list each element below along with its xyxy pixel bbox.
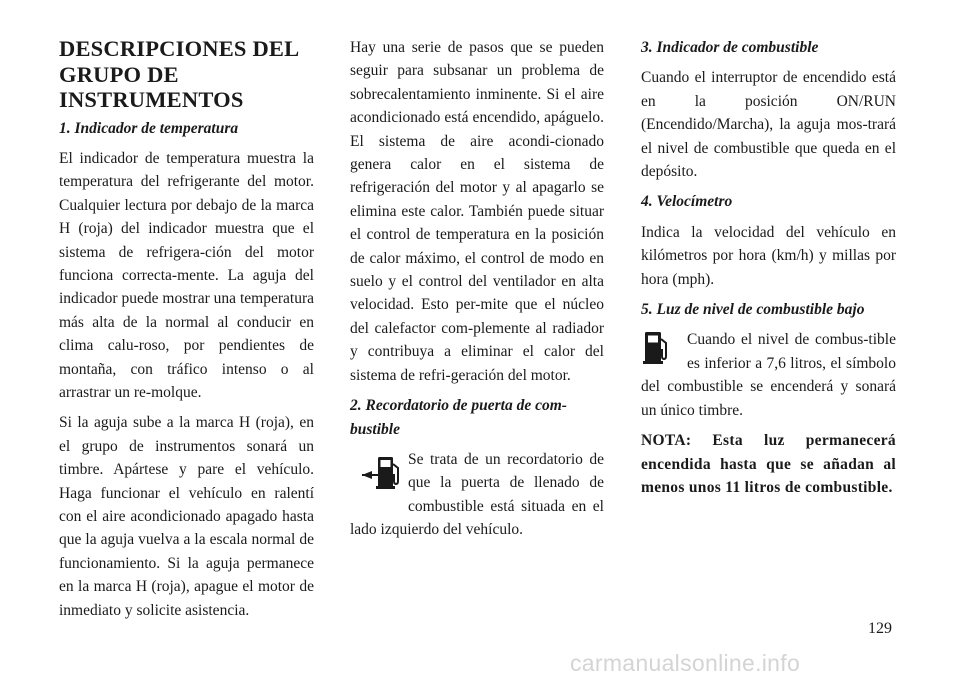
page-title: DESCRIPCIONES DEL GRUPO DE INSTRUMENTOS bbox=[59, 36, 299, 112]
fuel-door-heading: 2. Recordatorio de puerta de com-bustible bbox=[350, 397, 567, 438]
column-1 bbox=[59, 36, 314, 629]
low-fuel-block bbox=[641, 328, 896, 422]
low-fuel-note: NOTA: Esta luz permanecerá encendida hasta que se añadan al menos unos 11 litros de combustible. bbox=[641, 432, 896, 496]
fuel-door-icon bbox=[350, 448, 408, 502]
temperature-paragraph-2: Si la aguja sube a la marca H (roja), en el grupo de instrumentos sonará un timbre. Apártese y pare el vehículo. Haga funcionar el vehículo en ralentí con el aire acondicionado apagado hasta que la aguja vuelva a la escala normal de funcionamiento. Si la aguja permanece en la marca H (roja), apague el motor de inmediato y solicite asistencia. bbox=[59, 414, 314, 619]
fuel-door-text: Se trata de un recordatorio de que la puerta de llenado de combustible está situada en el lado izquierdo del vehículo. bbox=[350, 450, 604, 539]
temperature-paragraph-3: Hay una serie de pasos que se pueden seguir para subsanar un problema de sobrecalentamiento inminente. Si el aire acondicionado está encendido, apáguelo. El sistema de aire acondi-cionado genera calor en el sistema de refrigeración del motor y al apagarlo se elimina este calor. También puede situar el control de temperatura en la posición de calor máximo, el control de modo en suelo y el control del ventilador en alta velocidad. Esto per-mite que el núcleo del calefactor com-plemente al radiador y contribuya a eliminar el calor del sistema de refri-geración del motor. bbox=[350, 39, 604, 384]
page-number: 129 bbox=[868, 620, 892, 637]
fuel-door-block bbox=[350, 448, 604, 542]
speedometer-heading: 4. Velocímetro bbox=[641, 193, 733, 211]
fuel-pump-icon bbox=[641, 328, 687, 374]
fuel-gauge-text: Cuando el interruptor de encendido está en la posición ON/RUN (Encendido/Marcha), la aguja mos-trará el nivel de combustible que queda en el depósito. bbox=[641, 69, 896, 181]
fuel-gauge-heading: 3. Indicador de combustible bbox=[641, 39, 819, 56]
temperature-paragraph-1: El indicador de temperatura muestra la temperatura del refrigerante del motor. Cualquier lectura por debajo de la marca H (roja) del indicador muestra que el sistema de refrigera-ción del motor funciona correcta-mente. La aguja del indicador puede mostrar una temperatura más alta de la normal al conducir en clima calu-roso, por pendientes de montaña, con tráfico intenso o al arrastrar un re-molque. bbox=[59, 149, 314, 401]
watermark: carmanualsonline.info bbox=[570, 650, 801, 676]
column-3 bbox=[641, 36, 896, 506]
low-fuel-heading: 5. Luz de nivel de combustible bajo bbox=[641, 301, 865, 319]
column-2 bbox=[350, 36, 604, 549]
temperature-heading: 1. Indicador de temperatura bbox=[59, 119, 239, 137]
low-fuel-text: Cuando el nivel de combus-tible es inferior a 7,6 litros, el símbolo del combustible se encenderá y sonará un único timbre. bbox=[641, 331, 896, 419]
speedometer-text: Indica la velocidad del vehículo en kilómetros por hora (km/h) y millas por hora (mph). bbox=[641, 223, 896, 288]
